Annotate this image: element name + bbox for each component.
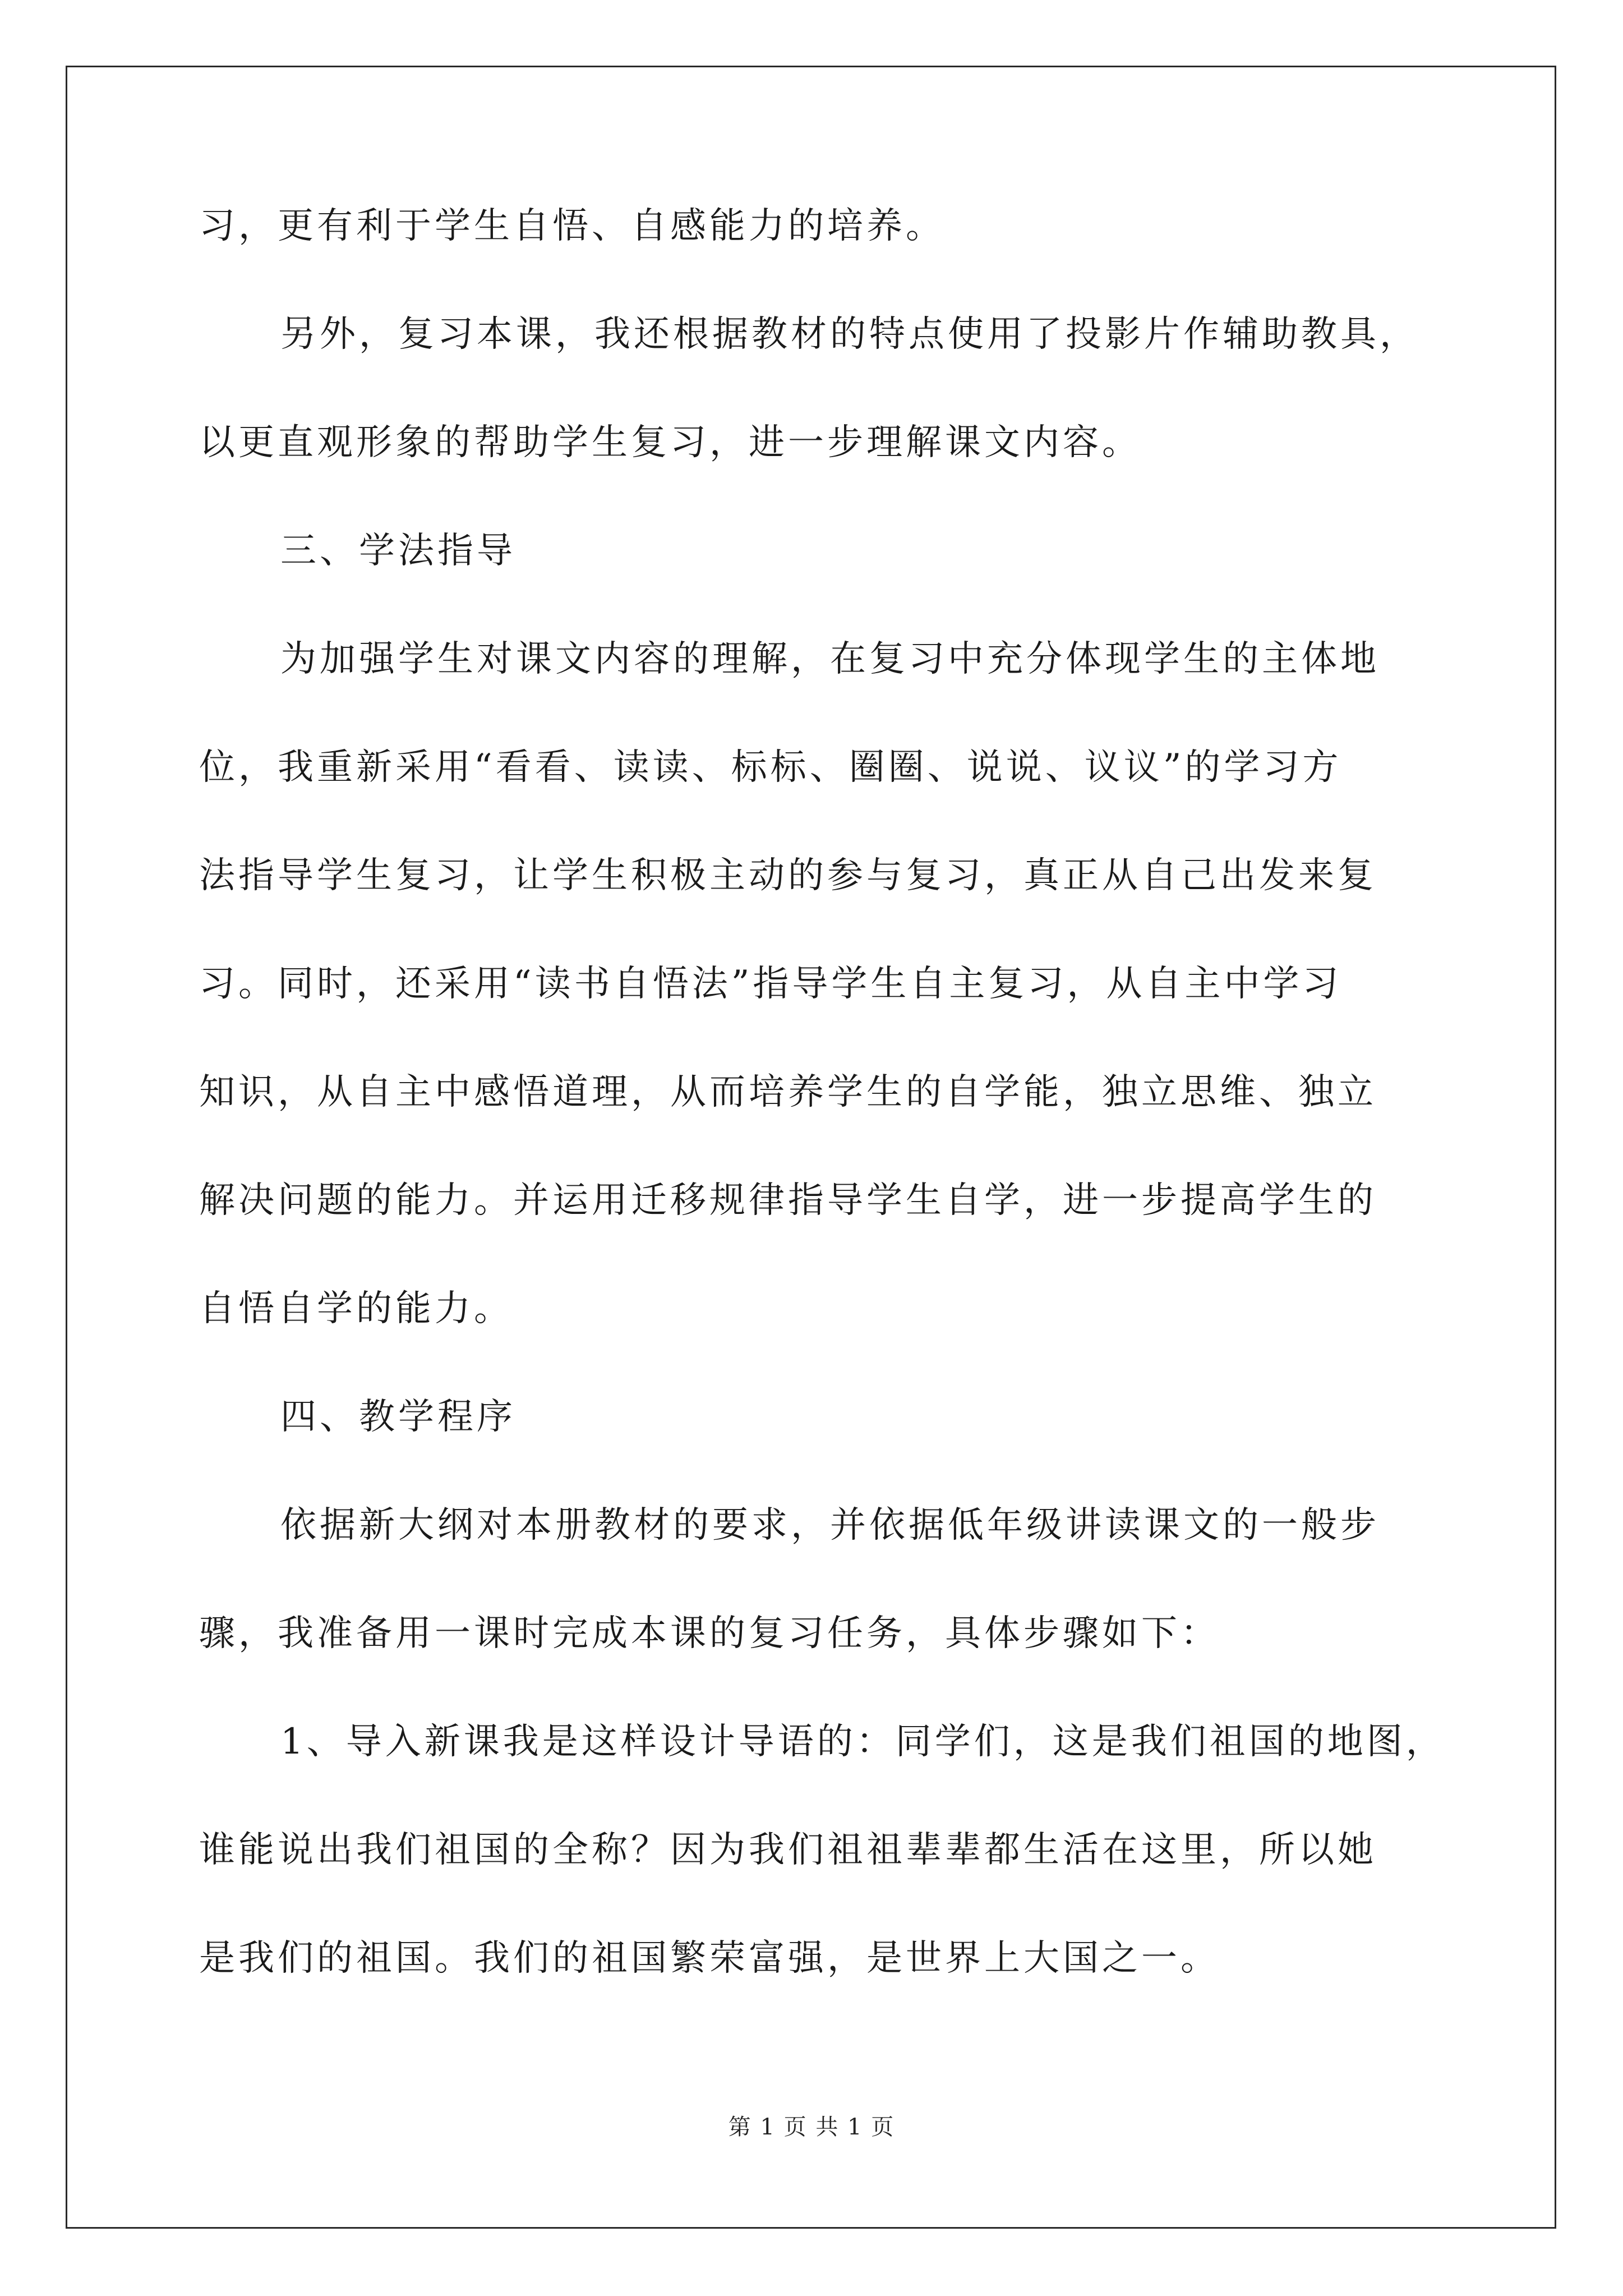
paragraph-line: 解决问题的能力。并运用迁移规律指导学生自学，进一步提高学生的 [199,1180,1377,1221]
paragraph-line: 自悟自学的能力。 [199,1288,513,1329]
paragraph-line: 另外，复习本课，我还根据教材的特点使用了投影片作辅助教具， [280,314,1419,355]
paragraph-line: 为加强学生对课文内容的理解，在复习中充分体现学生的主体地 [280,638,1380,680]
page-border [66,66,1556,2229]
paragraph-line: 法指导学生复习，让学生积极主动的参与复习，真正从自己出发来复 [199,855,1377,896]
paragraph-line: 依据新大纲对本册教材的要求，并依据低年级讲读课文的一般步 [280,1504,1380,1546]
section-heading: 三、学法指导 [280,530,516,572]
paragraph-line: 位，我重新采用“看看、读读、标标、圈圈、说说、议议”的学习方 [199,747,1342,788]
paragraph-line: 谁能说出我们祖国的全称？因为我们祖祖辈辈都生活在这里，所以她 [199,1829,1377,1871]
paragraph-line: 习，更有利于学生自悟、自感能力的培养。 [199,205,945,247]
paragraph-line: 习。同时，还采用“读书自悟法”指导学生自主复习，从自主中学习 [199,963,1342,1005]
section-heading: 四、教学程序 [280,1396,516,1438]
paragraph-line: 是我们的祖国。我们的祖国繁荣富强，是世界上大国之一。 [199,1938,1220,1979]
paragraph-line: 骤，我准备用一课时完成本课的复习任务，具体步骤如下： [199,1613,1220,1654]
paragraph-line: 1、导入新课我是这样设计导语的：同学们，这是我们祖国的地图， [280,1721,1445,1763]
paragraph-line: 知识，从自主中感悟道理，从而培养学生的自学能，独立思维、独立 [199,1071,1377,1113]
paragraph-line: 以更直观形象的帮助学生复习，进一步理解课文内容。 [199,422,1141,463]
page-number-footer: 第 1 页 共 1 页 [728,2114,895,2140]
